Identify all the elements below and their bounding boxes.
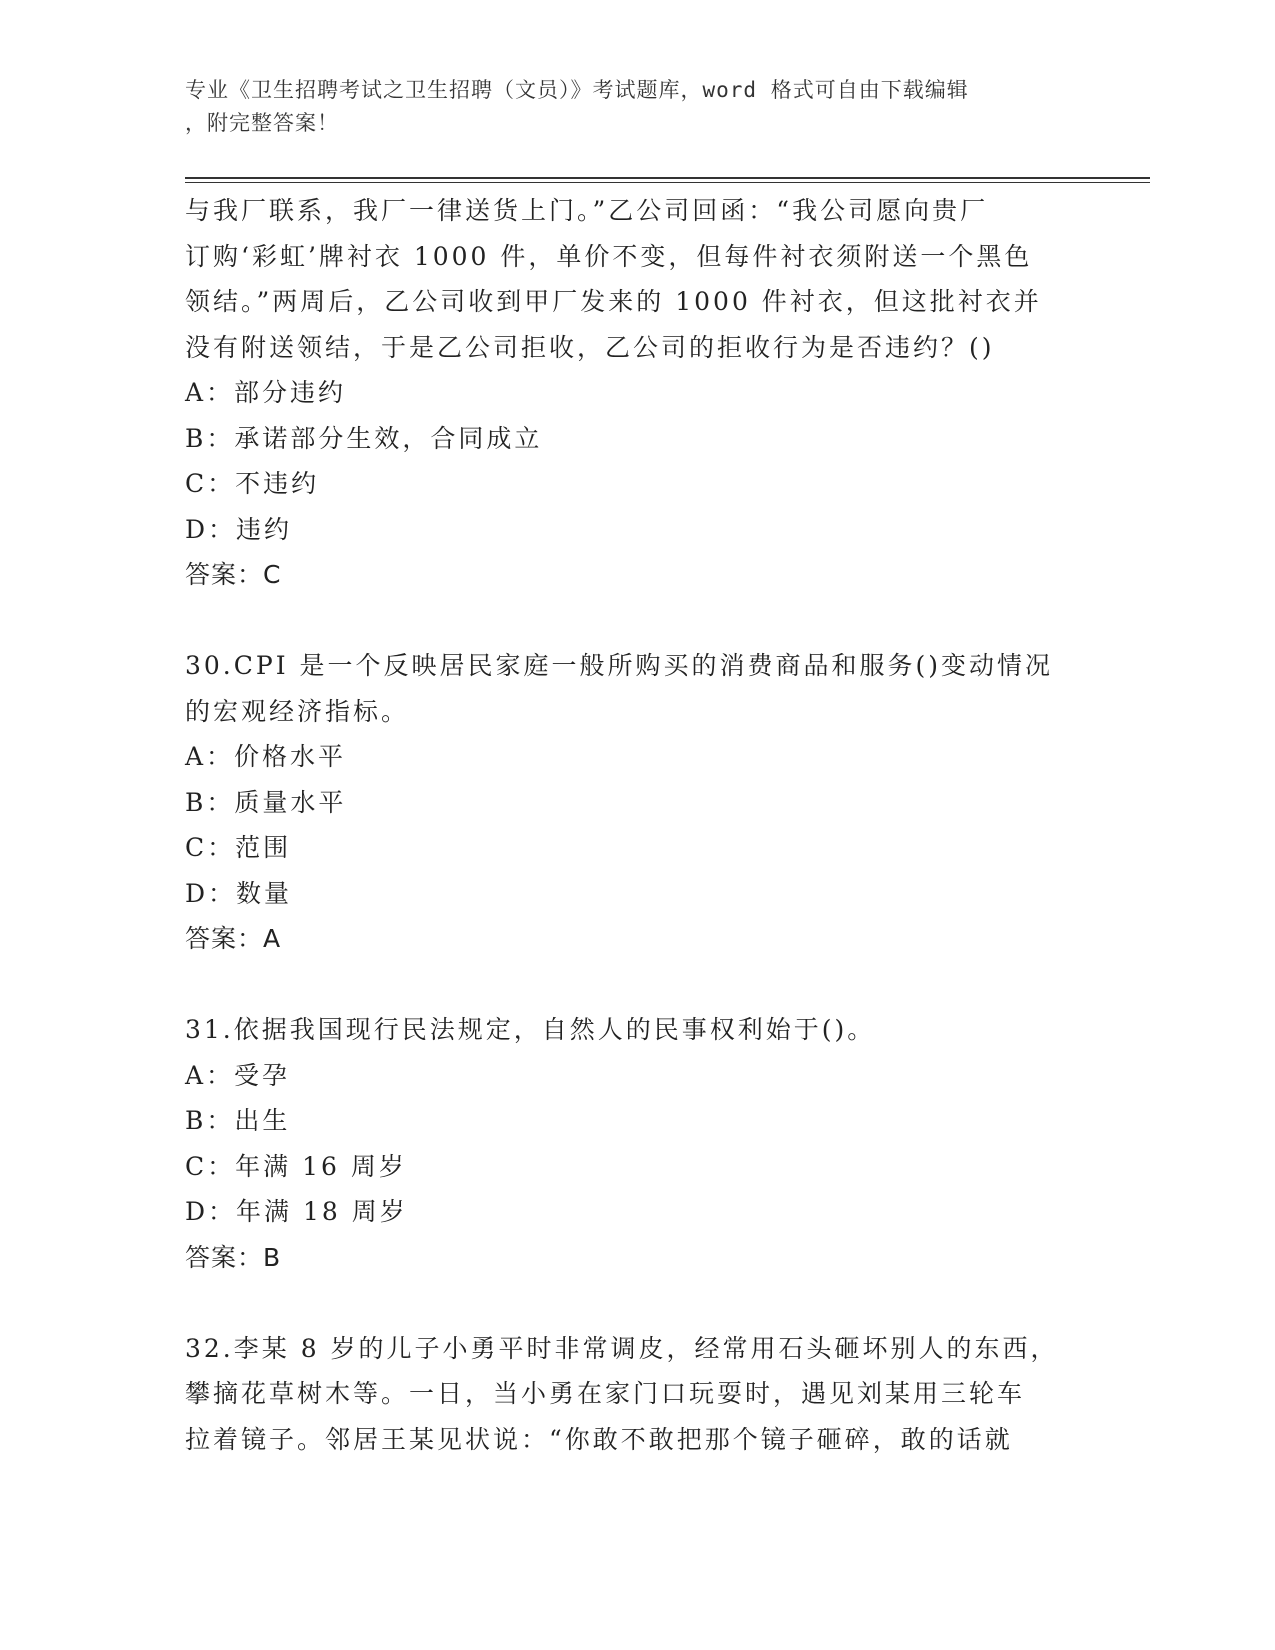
question-text-line: 没有附送领结，于是乙公司拒收，乙公司的拒收行为是否违约？() — [185, 332, 995, 362]
answer-line: 答案：A — [185, 924, 282, 953]
option-c: C：范围 — [185, 833, 292, 862]
option-a: A：价格水平 — [185, 742, 347, 771]
question-text-line: 订购‘彩虹’牌衬衣 1000 件，单价不变，但每件衬衣须附送一个黑色 — [185, 241, 1033, 271]
option-a: A：部分违约 — [185, 378, 347, 407]
option-d: D：违约 — [185, 514, 293, 544]
spacer — [185, 1280, 1085, 1326]
question-text-line: 31.依据我国现行民法规定，自然人的民事权利始于()。 — [185, 1015, 876, 1044]
document-body — [185, 188, 1085, 1462]
question-32 — [185, 1326, 1085, 1463]
spacer — [185, 962, 1085, 1008]
header-divider-thick — [185, 177, 1150, 179]
spacer — [185, 598, 1085, 644]
question-text-line: 领结。”两周后，乙公司收到甲厂发来的 1000 件衬衣，但这批衬衣并 — [185, 287, 1042, 316]
question-text-line: 的宏观经济指标。 — [185, 696, 410, 726]
question-text-line: 30.CPI 是一个反映居民家庭一般所购买的消费商品和服务()变动情况 — [185, 651, 1054, 680]
option-c: C：年满 16 周岁 — [185, 1151, 407, 1181]
option-d: D：数量 — [185, 878, 293, 908]
header-divider-thin — [185, 182, 1150, 183]
option-a: A：受孕 — [185, 1060, 291, 1090]
question-text-line: 32.李某 8 岁的儿子小勇平时非常调皮，经常用石头砸坏别人的东西， — [185, 1333, 1059, 1363]
header-line-2: ，附完整答案！ — [185, 111, 339, 135]
option-b: B：承诺部分生效，合同成立 — [185, 423, 543, 453]
option-d: D：年满 18 周岁 — [185, 1197, 408, 1226]
option-c: C：不违约 — [185, 469, 320, 498]
document-header — [185, 74, 1085, 140]
option-b: B：出生 — [185, 1106, 291, 1135]
answer-line: 答案：B — [185, 1242, 282, 1272]
option-b: B：质量水平 — [185, 787, 347, 817]
answer-line: 答案：C — [185, 560, 282, 589]
question-text-line: 与我厂联系，我厂一律送货上门。”乙公司回函：“我公司愿向贵厂 — [185, 196, 989, 225]
question-text-line: 拉着镜子。邻居王某见状说：“你敢不敢把那个镜子砸碎，敢的话就 — [185, 1424, 1013, 1454]
question-31 — [185, 1007, 1085, 1280]
question-text-line: 攀摘花草树木等。一日，当小勇在家门口玩耍时，遇见刘某用三轮车 — [185, 1379, 1026, 1408]
header-line-1: 专业《卫生招聘考试之卫生招聘（文员）》考试题库，word 格式可自由下载编辑 — [185, 78, 969, 102]
question-29-continuation — [185, 188, 1085, 598]
question-30 — [185, 643, 1085, 962]
